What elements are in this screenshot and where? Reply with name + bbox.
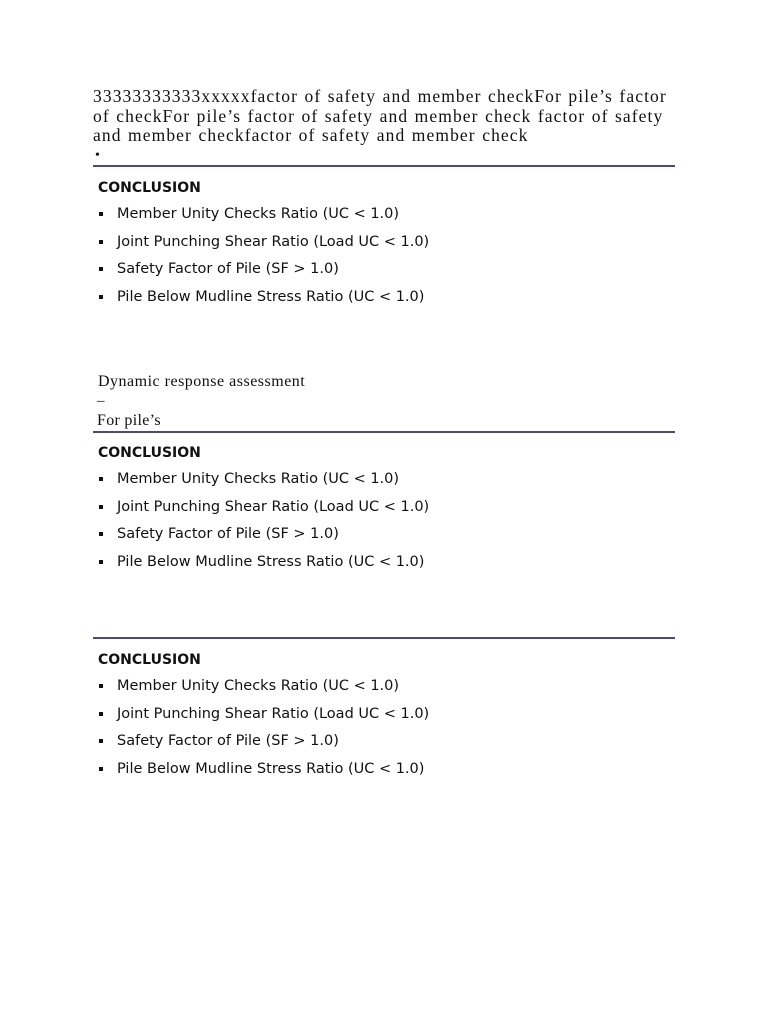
list-item (98, 677, 658, 705)
dash-separator: – (97, 393, 105, 409)
list-item (98, 260, 658, 288)
square-bullet-icon (99, 560, 103, 564)
list-item-text: Safety Factor of Pile (SF > 1.0) (117, 733, 339, 749)
section-divider-2 (93, 431, 675, 433)
list-item-text: Member Unity Checks Ratio (UC < 1.0) (117, 678, 400, 694)
list-item (98, 288, 658, 316)
square-bullet-icon (99, 684, 103, 688)
list-item-text: Joint Punching Shear Ratio (Load UC < 1.0) (117, 498, 430, 515)
conclusion-section-3 (98, 651, 658, 787)
list-item-text: Joint Punching Shear Ratio (Load UC < 1.0) (117, 233, 430, 250)
square-bullet-icon (99, 295, 103, 299)
section-divider-1 (93, 165, 675, 167)
dynamic-response-heading: Dynamic response assessment (98, 373, 306, 390)
list-item (98, 205, 658, 233)
conclusion-section-1 (98, 179, 658, 315)
list-item (98, 553, 658, 581)
list-item-text: Joint Punching Shear Ratio (Load UC < 1.0) (117, 705, 430, 722)
intro-paragraph: 33333333333xxxxxfactor of safety and member checkFor pile’s factor of checkFor pile’s factor of safety and member check factor of safety and member checkfactor of safety and member check (93, 86, 667, 145)
section-divider-3 (93, 637, 675, 639)
for-piles-subheading: For pile’s (97, 412, 161, 429)
conclusion-list (98, 470, 658, 580)
conclusion-list (98, 677, 658, 787)
square-bullet-icon (99, 712, 103, 716)
list-item-text: Safety Factor of Pile (SF > 1.0) (117, 526, 339, 542)
list-item (98, 525, 658, 553)
square-bullet-icon (99, 739, 103, 743)
list-item-text: Member Unity Checks Ratio (UC < 1.0) (117, 206, 400, 222)
conclusion-section-2 (98, 444, 658, 580)
conclusion-list (98, 205, 658, 315)
conclusion-title: CONCLUSION (98, 652, 201, 668)
square-bullet-icon (99, 505, 103, 509)
list-item (98, 498, 658, 526)
list-item-text: Safety Factor of Pile (SF > 1.0) (117, 261, 339, 277)
list-item (98, 705, 658, 733)
square-bullet-icon (99, 532, 103, 536)
list-item (98, 233, 658, 261)
conclusion-title: CONCLUSION (98, 445, 201, 461)
list-item-text: Pile Below Mudline Stress Ratio (UC < 1.0) (117, 288, 425, 305)
square-bullet-icon (99, 477, 103, 481)
square-bullet-icon (99, 212, 103, 216)
list-item (98, 760, 658, 788)
square-bullet-icon (99, 240, 103, 244)
list-item (98, 732, 658, 760)
list-item-text: Pile Below Mudline Stress Ratio (UC < 1.0) (117, 760, 425, 777)
intro-bullet-marker: • (95, 148, 100, 163)
list-item-text: Pile Below Mudline Stress Ratio (UC < 1.0) (117, 553, 425, 570)
square-bullet-icon (99, 767, 103, 771)
list-item (98, 470, 658, 498)
conclusion-title: CONCLUSION (98, 180, 201, 196)
list-item-text: Member Unity Checks Ratio (UC < 1.0) (117, 471, 400, 487)
square-bullet-icon (99, 267, 103, 271)
